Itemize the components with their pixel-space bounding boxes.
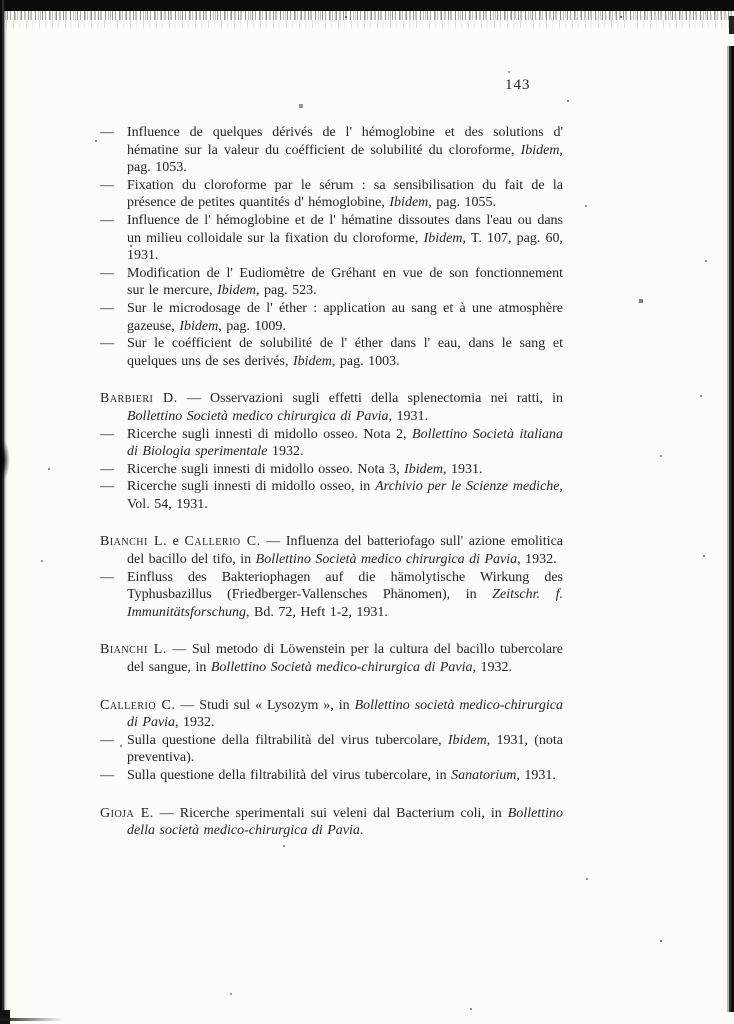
entry-text: Ricerche sugli innesti di midollo osseo. Nota 3,: [127, 461, 405, 477]
bibliography-entry: [100, 805, 563, 840]
journal-title: Bollettino società medico-chirurgica di Pavia: [127, 697, 563, 731]
bibliography-entry: [100, 767, 563, 785]
entry-text: Influence de l' hémoglobine et de l' hématine dissoutes dans l'eau ou dans un milieu colloidale sur la fixation du cloroforme,: [127, 212, 563, 246]
scan-edge-top: [0, 0, 734, 11]
author-name: Callerio C.: [100, 697, 176, 713]
journal-title: Ibidem: [389, 195, 429, 211]
entry-dash: —: [100, 125, 114, 140]
bibliography-entry: [100, 478, 563, 513]
journal-title: Ibidem: [292, 353, 332, 369]
entry-text: Sulla questione della filtrabilità del virus tubercolare,: [127, 732, 448, 748]
bibliography-section: [100, 805, 563, 840]
journal-title: Ibidem: [423, 230, 463, 246]
entry-text: Ricerche sugli innesti di midollo osseo, in: [127, 479, 376, 495]
bibliography-entry: [100, 124, 563, 177]
bibliography-section: [100, 390, 563, 513]
entry-dash: —: [100, 479, 114, 495]
bibliography-entry: [100, 641, 563, 676]
bibliography-entry: [100, 569, 563, 622]
entry-dash: —: [100, 569, 114, 585]
entry-text: Sur le coéfficient de solubilité de l' éther dans l' eau, dans le sang et quelques uns de ses derivés,: [127, 336, 563, 369]
journal-title: Ibidem: [404, 461, 443, 477]
entry-text: — Studi sul « Lysozym », in: [175, 697, 355, 713]
bibliography-section: [100, 697, 563, 785]
author-name: Gioja E.: [100, 805, 154, 821]
entry-dash: —: [100, 732, 114, 748]
scan-noise-band: [0, 11, 734, 20]
entry-text: , 1932.: [175, 715, 215, 731]
entry-text: , 1932.: [517, 552, 557, 568]
entry-dash: —: [100, 300, 114, 316]
author-name: Bianchi L.: [100, 642, 167, 658]
scan-mark-bottom-left: [0, 1010, 10, 1024]
bibliography-section: [100, 641, 563, 676]
entry-text: Sulla questione della filtrabilità del virus tubercolare, in: [127, 768, 452, 783]
entry-text: Einfluss des Bakteriophagen auf die hämolytische Wirkung des Typhusbazillus (Friedberger-Vallensches Phänomen), in: [127, 569, 563, 603]
bibliography-entry: [100, 461, 563, 479]
scan-line-bottom: [0, 1018, 64, 1021]
entry-dash: —: [100, 177, 114, 193]
entry-text: — Ricerche sperimentali sui veleni dal Bacterium coli, in: [153, 805, 508, 821]
entry-text: Sur le microdosage de l' éther : application au sang et à une atmosphère gazeuse,: [127, 300, 563, 334]
scan-noise-band-faint: [0, 20, 734, 28]
entry-text: , 1931.: [388, 408, 428, 424]
page-number: 143: [505, 77, 531, 93]
journal-title: Archivio per le Scienze mediche: [375, 479, 560, 495]
entry-dash: —: [100, 212, 114, 228]
journal-title: Ibidem: [217, 283, 256, 299]
entry-text: , pag. 1009.: [218, 318, 286, 334]
journal-title: Ibidem: [520, 142, 560, 158]
entry-dash: —: [100, 426, 114, 442]
journal-title: Ibidem: [447, 732, 487, 748]
entry-text: e: [167, 534, 185, 550]
entry-text: — Sul metodo di Löwenstein per la cultura del bacillo tubercolare del sangue, in: [127, 642, 564, 676]
bibliography-entry: [100, 426, 563, 461]
entry-text: Ricerche sugli innesti di midollo osseo. Nota 2,: [127, 426, 413, 442]
bibliography-entry: [100, 732, 563, 767]
entry-text: .: [359, 823, 364, 839]
entry-text: Fixation du cloroforme par le sérum : sa sensibilisation du fait de la présence de petites quantités d' hémoglobine,: [127, 177, 563, 211]
entry-text: , pag. 523.: [255, 283, 317, 299]
bibliography-entry: [100, 265, 563, 300]
bibliography: [100, 124, 563, 840]
journal-title: Sanatorium: [451, 768, 517, 783]
bibliography-entry: [100, 335, 563, 370]
entry-text: , 1932.: [472, 660, 513, 676]
journal-title: Zeitschr. f. Immunitätsforschung: [127, 587, 563, 620]
bibliography-entry: [100, 697, 563, 732]
bibliography-entry: [100, 390, 563, 425]
journal-title: Bollettino Società medico chirurgica di Pavia: [127, 408, 389, 424]
entry-text: Modification de l' Eudiomètre de Gréhant en vue de son fonctionnement sur le mercure,: [127, 265, 563, 299]
entry-dash: —: [100, 768, 114, 783]
entry-text: , pag. 1003.: [331, 353, 400, 369]
entry-dash: —: [100, 336, 114, 352]
bibliography-entry: [100, 212, 563, 265]
scan-edge-left: [0, 0, 7, 1024]
entry-text: , 1931.: [442, 461, 483, 477]
journal-title: Bollettino Società italiana di Biologia sperimentale: [127, 426, 563, 460]
bibliography-entry: [100, 177, 563, 212]
journal-title: Bollettino Società medico-chirurgica di Pavia: [210, 660, 473, 676]
bibliography-section: [100, 533, 563, 621]
journal-title: Ibidem: [179, 318, 219, 334]
entry-text: , Vol. 54, 1931.: [127, 479, 563, 512]
entry-text: , pag. 1053.: [127, 142, 563, 176]
author-name: Bianchi L.: [100, 534, 168, 550]
entry-text: , pag. 1055.: [428, 195, 496, 211]
entry-text: — Influenza del batteriofago sull' azione emolitica del bacillo del tifo, in: [127, 534, 563, 568]
scan-speckles: [345, 16, 347, 18]
scan-edge-right: [727, 46, 734, 1012]
entry-text: , T. 107, pag. 60, 1931.: [127, 230, 563, 264]
entry-text: Influence de quelques dérivés de l' hémoglobine et des solutions d' hématine sur la valeur du coéfficient de solubilité du cloroforme,: [127, 125, 563, 158]
entry-dash: —: [100, 265, 114, 281]
bibliography-entry: [100, 533, 563, 568]
entry-text: — Osservazioni sugli effetti della splenectomia nei ratti, in: [177, 391, 564, 407]
bibliography-section: [100, 124, 563, 370]
entry-dash: —: [100, 461, 114, 477]
author-name: Barbieri D.: [100, 391, 178, 407]
entry-text: 1932.: [267, 444, 304, 460]
entry-text: , 1931.: [516, 768, 556, 783]
author-name: Callerio C.: [184, 534, 261, 550]
bibliography-entry: [100, 300, 563, 335]
journal-title: Bollettino Società medico chirurgica di Pavia: [255, 552, 518, 568]
entry-text: , 1931, (nota preventiva).: [127, 732, 564, 766]
scan-blotch-left: [0, 440, 10, 480]
scan-edge-right-tick: [729, 16, 734, 34]
journal-title: Bollettino della società medico-chirurgica di Pavia: [127, 805, 563, 839]
entry-text: , Bd. 72, Heft 1-2, 1931.: [246, 604, 388, 620]
